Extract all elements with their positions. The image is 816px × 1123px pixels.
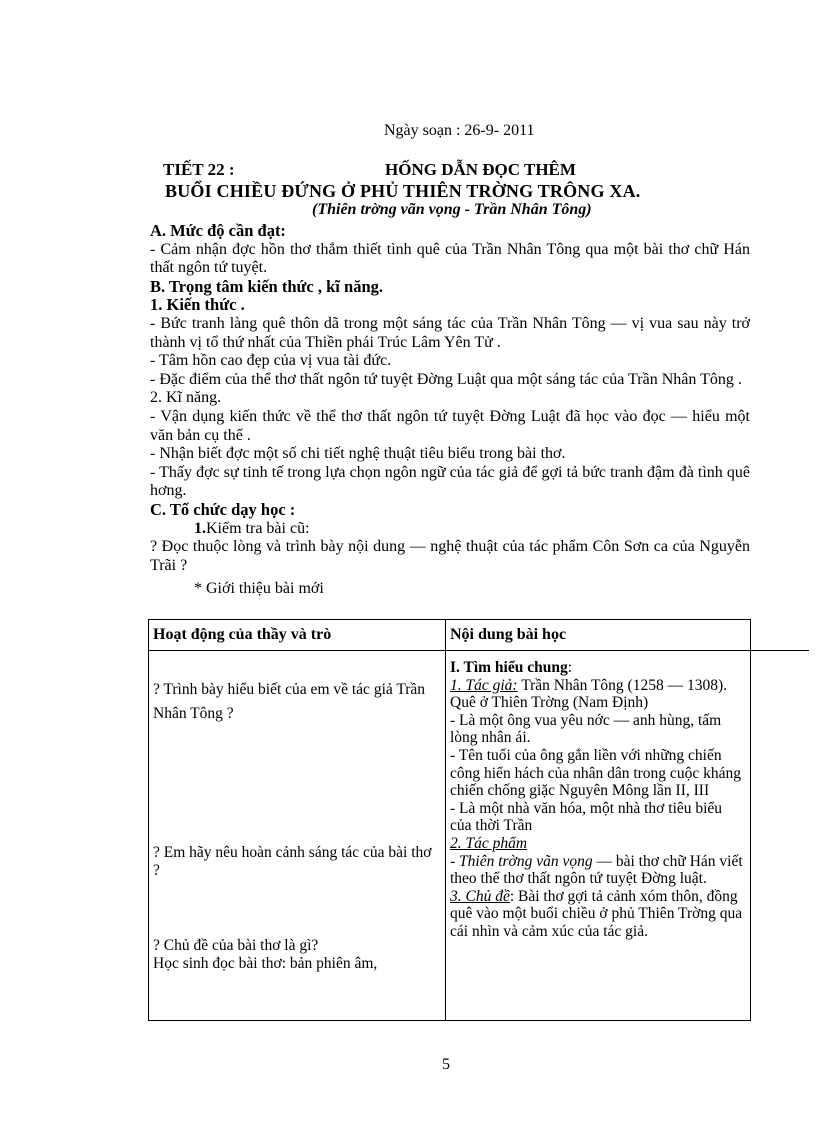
author-point: - Là một nhà văn hóa, một nhà thơ tiêu biểu của thời Trần — [450, 799, 723, 835]
section-b1-heading: 1. Kiến thức . — [150, 295, 245, 315]
b1-item: - Đặc điểm của thể thơ thất ngôn tứ tuyệt Đờng Luật qua một sáng tác của Trần Nhân Tông . — [150, 370, 742, 388]
c1-number: 1. — [194, 519, 206, 537]
question-author: ? Trình bày hiểu biết của em về tác giả Trần Nhân Tông ? — [153, 681, 426, 722]
page-number: 5 — [442, 1056, 450, 1073]
lesson-number: TIẾT 22 : — [163, 160, 235, 179]
work-label: 2. Tác phẩm — [450, 834, 528, 852]
work-title: - Thiên trờng vãn vọng — [450, 852, 593, 870]
c1-label-text: Kiểm tra bài cũ: — [206, 519, 310, 537]
section-b-heading: B. Trọng tâm kiến thức , kĩ năng. — [150, 276, 383, 296]
activities-cell — [149, 651, 446, 1021]
document-body — [150, 222, 750, 599]
question-context: ? Em hãy nêu hoàn cảnh sáng tác của bài thơ ? — [153, 844, 432, 879]
author-point: - Là một ông vua yêu nớc — anh hùng, tấm lòng nhân ái. — [450, 711, 722, 747]
work-heading — [450, 835, 746, 853]
section-a-heading: A. Mức độ cần đạt: — [150, 221, 286, 240]
c1-label — [150, 520, 750, 539]
lesson-subtitle: (Thiên trờng vãn vọng - Trần Nhân Tông) — [312, 201, 592, 218]
author-paragraph — [450, 677, 746, 712]
b2-item: - Vận dụng kiến thức về thể thơ thất ngôn tứ tuyệt Đờng Luật đã học vào đọc — hiểu một văn bản cụ thể . — [150, 407, 750, 444]
theme-text: : Bài thơ gợi tả cảnh xóm thôn, đồng quê vào một buổi chiều ở phủ Thiên Trờng qua cái nhìn và cảm xúc của tác giả. — [450, 887, 743, 940]
lesson-title: BUỔI CHIỀU ĐỨNG Ở PHỦ THIÊN TRỜNG TRÔNG XA. — [165, 181, 641, 201]
section-b2-heading: 2. Kĩ năng. — [150, 389, 222, 407]
b2-item: - Thấy đợc sự tinh tế trong lựa chọn ngôn ngữ của tác giả để gợi tả bức tranh đậm đà tình quê hơng. — [150, 463, 750, 500]
work-text: — bài thơ chữ Hán viết theo thể thơ thất ngôn tứ tuyệt Đờng luật. — [450, 852, 743, 888]
col-header-content: Nội dung bài học — [446, 620, 751, 651]
author-label: 1. Tác giả: — [450, 676, 518, 694]
lesson-table — [148, 619, 751, 1021]
author-point: - Tên tuổi của ông gắn liền với những chiến công hiển hách của nhân dân trong cuộc kháng chiến chống giặc Nguyên Mông lần II, III — [450, 746, 741, 800]
lesson-type: HỐNG DẪN ĐỌC THÊM — [385, 160, 576, 179]
intro-new-lesson: * Giới thiệu bài mới — [194, 580, 324, 598]
col-header-activities: Hoạt động của thầy và trò — [149, 620, 446, 651]
question-theme: ? Chủ đề của bài thơ là gì? — [153, 937, 319, 954]
author-text: Trần Nhân Tông (1258 — 1308). Quê ở Thiên Trờng (Nam Định) — [450, 676, 727, 712]
heading-general — [450, 659, 746, 677]
content-cell — [446, 651, 751, 1021]
section-c-heading: C. Tổ chức dạy học : — [150, 499, 296, 519]
b2-item: - Nhận biết đợc một số chi tiết nghệ thuật tiêu biểu trong bài thơ. — [150, 445, 566, 463]
section-a-text: - Cảm nhận đợc hồn thơ thắm thiết tình quê của Trần Nhân Tông qua một bài thơ chữ Hán thất ngôn tứ tuyệt. — [150, 240, 750, 277]
heading-general-text: I. Tìm hiểu chung — [450, 659, 568, 676]
work-paragraph — [450, 853, 746, 888]
b1-item: - Tâm hồn cao đẹp của vị vua tài đức. — [150, 352, 392, 370]
theme-paragraph — [450, 888, 746, 941]
instruction-read: Học sinh đọc bài thơ: bản phiên âm, — [153, 954, 378, 972]
table-border-extension — [751, 650, 809, 651]
b1-item: - Bức tranh làng quê thôn dã trong một sáng tác của Trần Nhân Tông — vị vua sau này trở thành vị tổ thứ nhất của Thiền phái Trúc Lâm Yên Tử . — [150, 314, 750, 351]
heading-general-colon: : — [567, 659, 573, 676]
theme-label: 3. Chủ đề — [450, 887, 510, 905]
date-prepared: Ngày soạn : 26-9- 2011 — [384, 122, 535, 139]
c1-question: ? Đọc thuộc lòng và trình bày nội dung — nghệ thuật của tác phẩm Côn Sơn ca của Nguyễn Trãi ? — [150, 538, 750, 574]
